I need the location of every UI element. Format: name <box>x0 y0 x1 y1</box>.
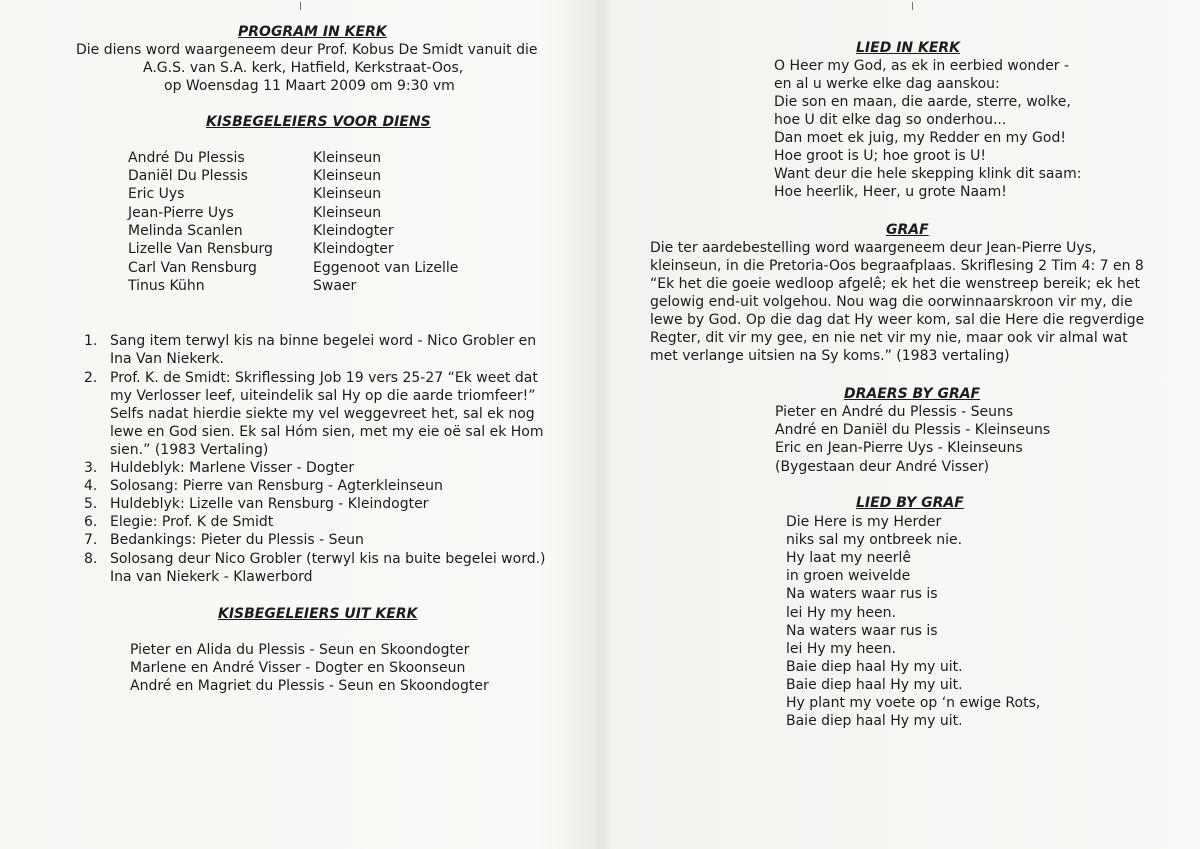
hymn-grave-line: Baie diep haal Hy my uit. <box>786 659 963 675</box>
bearers-grave-line: Eric en Jean-Pierre Uys - Kleinseuns <box>775 440 1023 456</box>
hymn-grave-line: lei Hy my heen. <box>786 605 896 621</box>
pallbearer-name: André Du Plessis <box>128 150 245 166</box>
hymn-grave-line: in groen weivelde <box>786 568 911 584</box>
pallbearer-relation: Kleinseun <box>313 150 382 166</box>
hymn-line: Hoe groot is U; hoe groot is U! <box>774 148 987 164</box>
bearers-grave-line: André en Daniël du Plessis - Kleinseuns <box>775 422 1051 438</box>
pallbearer-relation: Kleindogter <box>313 241 394 257</box>
order-text: Solosang deur Nico Grobler (terwyl kis na buite begelei word.) <box>110 551 546 567</box>
hymn-grave-line: Hy laat my neerlê <box>786 550 911 566</box>
pallbearer-relation: Kleinseun <box>313 186 382 202</box>
hymn-grave-heading: LIED BY GRAF <box>856 495 964 511</box>
program-line: A.G.S. van S.A. kerk, Hatfield, Kerkstraat-Oos, <box>143 60 464 76</box>
order-text: Huldeblyk: Lizelle van Rensburg - Kleindogter <box>110 496 429 512</box>
order-number: 2. <box>84 370 98 386</box>
order-text: Huldeblyk: Marlene Visser - Dogter <box>110 460 355 476</box>
order-text: my Verlosser leef, uiteindelik sal Hy op die aarde triomfeer!” <box>110 388 536 404</box>
hymn-line: en al u werke elke dag aanskou: <box>774 76 1000 92</box>
order-number: 3. <box>84 460 98 476</box>
order-text: Solosang: Pierre van Rensburg - Agterkleinseun <box>110 478 443 494</box>
hymn-line: Dan moet ek juig, my Redder en my God! <box>774 130 1066 146</box>
pallbearer-name: Eric Uys <box>128 186 185 202</box>
pallbearers-out-line: Marlene en André Visser - Dogter en Skoonseun <box>130 660 466 676</box>
pallbearer-relation: Kleinseun <box>313 205 382 221</box>
grave-line: Die ter aardebestelling word waargeneem deur Jean-Pierre Uys, <box>650 240 1097 256</box>
hymn-grave-line: Na waters waar rus is <box>786 623 938 639</box>
order-text: Ina van Niekerk - Klawerbord <box>110 569 313 585</box>
pallbearer-relation: Swaer <box>313 278 357 294</box>
pallbearers-out-line: André en Magriet du Plessis - Seun en Skoondogter <box>130 678 489 694</box>
order-number: 8. <box>84 551 98 567</box>
order-number: 5. <box>84 496 98 512</box>
order-text: sien.” (1983 Vertaling) <box>110 442 269 458</box>
pallbearer-relation: Eggenoot van Lizelle <box>313 260 459 276</box>
grave-line: lewe by God. Op die dag dat Hy weer kom, sal die Here die regverdige <box>650 312 1145 328</box>
pallbearer-name: Lizelle Van Rensburg <box>128 241 273 257</box>
pallbearer-name: Melinda Scanlen <box>128 223 243 239</box>
hymn-grave-line: Baie diep haal Hy my uit. <box>786 677 963 693</box>
order-text: Ina Van Niekerk. <box>110 351 224 367</box>
pallbearer-name: Tinus Kühn <box>128 278 205 294</box>
hymn-church-heading: LIED IN KERK <box>856 40 961 56</box>
order-text: Bedankings: Pieter du Plessis - Seun <box>110 532 364 548</box>
hymn-grave-line: Die Here is my Herder <box>786 514 942 530</box>
program-line: op Woensdag 11 Maart 2009 om 9:30 vm <box>164 78 455 94</box>
hymn-line: O Heer my God, as ek in eerbied wonder - <box>774 58 1070 74</box>
pallbearer-relation: Kleinseun <box>313 168 382 184</box>
hymn-line: Hoe heerlik, Heer, u grote Naam! <box>774 184 1007 200</box>
hymn-grave-line: lei Hy my heen. <box>786 641 896 657</box>
bearers-grave-line: Pieter en André du Plessis - Seuns <box>775 404 1014 420</box>
pallbearer-relation: Kleindogter <box>313 223 394 239</box>
right-page <box>602 0 1200 849</box>
order-text: Elegie: Prof. K de Smidt <box>110 514 274 530</box>
grave-line: met verlange uitsien na Sy koms.” (1983 vertaling) <box>650 348 1010 364</box>
bearers-grave-line: (Bygestaan deur André Visser) <box>775 459 990 475</box>
order-text: Sang item terwyl kis na binne begelei word - Nico Grobler en <box>110 333 537 349</box>
order-number: 7. <box>84 532 98 548</box>
grave-line: kleinseun, in die Pretoria-Oos begraafplaas. Skriflesing 2 Tim 4: 7 en 8 <box>650 258 1144 274</box>
grave-line: gelowig end-uit volgehou. Nou wag die oorwinnaarskroon vir my, die <box>650 294 1133 310</box>
pallbearers-out-heading: KISBEGELEIERS UIT KERK <box>218 606 418 622</box>
hymn-grave-line: niks sal my ontbreek nie. <box>786 532 963 548</box>
order-text: lewe en God sien. Ek sal Hóm sien, met my eie oë sal ek Hom <box>110 424 544 440</box>
program-heading: PROGRAM IN KERK <box>238 24 387 40</box>
hymn-grave-line: Hy plant my voete op ‘n ewige Rots, <box>786 695 1041 711</box>
hymn-grave-line: Baie diep haal Hy my uit. <box>786 713 963 729</box>
program-line: Die diens word waargeneem deur Prof. Kobus De Smidt vanuit die <box>76 42 538 58</box>
grave-line: Regter, dit vir my gee, en nie net vir my nie, maar ook vir almal wat <box>650 330 1128 346</box>
bearers-grave-heading: DRAERS BY GRAF <box>844 386 981 402</box>
pallbearers-out-line: Pieter en Alida du Plessis - Seun en Skoondogter <box>130 642 470 658</box>
hymn-line: Die son en maan, die aarde, sterre, wolke, <box>774 94 1071 110</box>
order-number: 4. <box>84 478 98 494</box>
pallbearer-name: Carl Van Rensburg <box>128 260 257 276</box>
order-text: Selfs nadat hierdie siekte my vel weggevreet het, sal ek nog <box>110 406 535 422</box>
pallbearer-name: Jean-Pierre Uys <box>128 205 234 221</box>
grave-heading: GRAF <box>886 222 929 238</box>
pallbearer-name: Daniël Du Plessis <box>128 168 248 184</box>
order-number: 6. <box>84 514 98 530</box>
order-text: Prof. K. de Smidt: Skriflessing Job 19 vers 25-27 “Ek weet dat <box>110 370 538 386</box>
hymn-line: Want deur die hele skepping klink dit saam: <box>774 166 1082 182</box>
order-number: 1. <box>84 333 98 349</box>
hymn-line: hoe U dit elke dag so onderhou... <box>774 112 1007 128</box>
hymn-grave-line: Na waters waar rus is <box>786 586 938 602</box>
left-page <box>0 0 598 849</box>
grave-line: “Ek het die goeie wedloop afgelê; ek het die wenstreep bereik; ek het <box>650 276 1140 292</box>
pallbearers-in-heading: KISBEGELEIERS VOOR DIENS <box>206 114 431 130</box>
